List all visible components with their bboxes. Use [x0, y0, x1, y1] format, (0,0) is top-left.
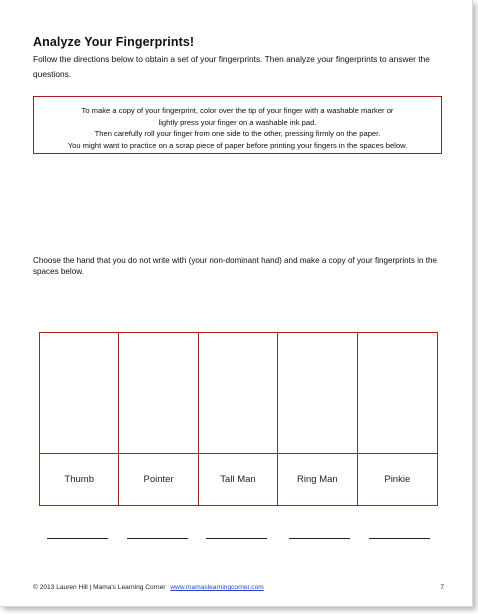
finger-label-pointer: Pointer	[119, 454, 198, 505]
instruction-line: To make a copy of your fingerprint, color over the tip of your finger with a washable marker or	[81, 106, 394, 115]
instruction-line: lightly press your finger on a washable ink pad.	[158, 117, 317, 127]
finger-label-pinkie: Pinkie	[384, 474, 411, 485]
instruction-line: You might want to practice on a scrap piece of paper before printing your fingers in the spaces below.	[67, 140, 408, 150]
finger-label-ring-man: Ring Man	[278, 454, 357, 505]
fingerprint-grid	[39, 332, 438, 506]
instruction-line: Then carefully roll your finger from one side to the other, pressing firmly on the paper.	[94, 129, 381, 138]
fingerprint-box-ring-man	[278, 333, 357, 454]
instructions-box	[33, 96, 442, 154]
fingerprint-box-pointer	[119, 333, 198, 454]
answer-line	[369, 538, 430, 539]
page-number: 7	[440, 584, 444, 591]
answer-lines	[47, 538, 432, 540]
fingerprint-box-pinkie	[358, 333, 437, 454]
page-title: Analyze Your Fingerprints!	[33, 35, 195, 49]
answer-line	[127, 538, 188, 539]
finger-label-tall-man: Tall Man	[199, 454, 278, 505]
answer-line	[289, 538, 350, 539]
copyright-text: © 2013 Lauren Hill | Mama's Learning Corner	[33, 584, 166, 591]
website-link[interactable]: www.mamaslearningcorner.com	[170, 584, 264, 591]
page-footer	[33, 584, 444, 591]
choose-hand-text: Choose the hand that you do not write with (your non-dominant hand) and make a copy of your fingerprints in the spaces below.	[33, 256, 438, 276]
fingerprint-box-thumb	[40, 333, 119, 454]
intro-text: Follow the directions below to obtain a set of your fingerprints. Then analyze your fingerprints to answer the questions.	[33, 54, 430, 79]
answer-line	[47, 538, 108, 539]
fingerprint-box-tall-man	[199, 333, 278, 454]
finger-label-thumb: Thumb	[40, 454, 119, 505]
answer-line	[206, 538, 267, 539]
